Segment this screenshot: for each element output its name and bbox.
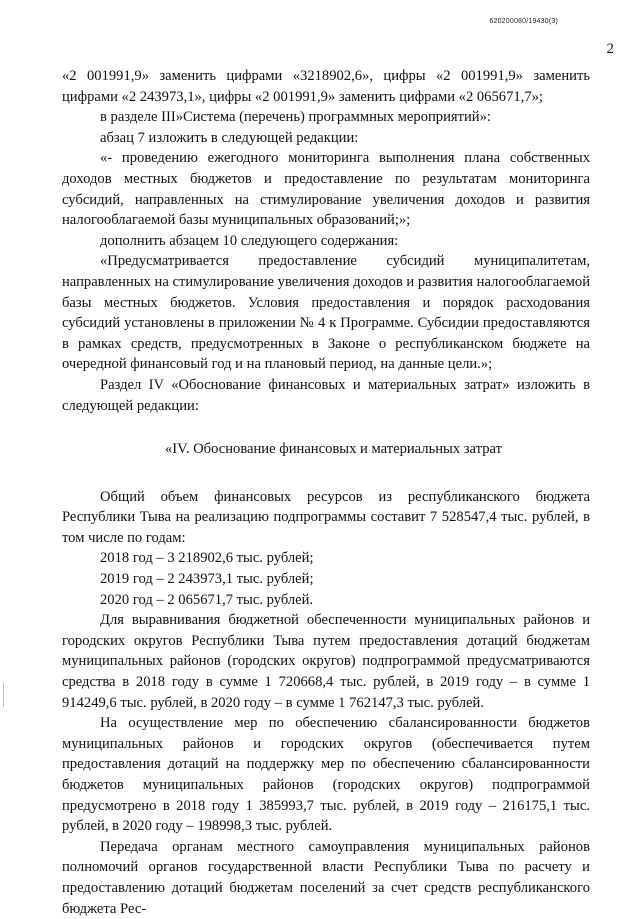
paragraph-section-4-ref: Раздел IV «Обоснование финансовых и материальных затрат» изложить в следующей редакции: — [62, 376, 590, 414]
document-id: 620200080/19430(3) — [489, 18, 558, 25]
paragraph-equalization: Для выравнивания бюджетной обеспеченности муниципальных районов и городских округов Республики Тыва путем предоставления дотаций бюджетам муниципальных районов (городских округов) подпрограммой предусматриваются средства в 2018 году в сумме 1 720668,4 тыс. рублей, в 2019 году – в сумме 1 914249,6 тыс. рублей, в 2020 году – в сумме 1 762147,3 тыс. рублей. — [62, 612, 590, 711]
paragraph-balancing: На осуществление мер по обеспечению сбалансированности бюджетов муниципальных районов и городских округов (обеспечивается путем предоставления дотаций на поддержку мер по обеспечению сбалансированности бюджетов муниципальных районов (городских округов) подпрограммой предусмотрено в 2018 году 1 385993,7 тыс. рублей, в 2019 году – 216175,1 тыс. рублей, в 2020 году – 198998,3 тыс. рублей. — [62, 715, 590, 835]
paragraph-section-3-ref: в разделе III»Система (перечень) программных мероприятий»: — [100, 109, 491, 126]
document-body — [62, 66, 590, 919]
paragraph-total-volume: Общий объем финансовых ресурсов из республиканского бюджета Республики Тыва на реализацию подпрограммы составит 7 528547,4 тыс. рублей, в том числе по годам: — [62, 488, 590, 546]
page-number: 2 — [606, 41, 614, 57]
year-line-2018: 2018 год – 3 218902,6 тыс. рублей; — [100, 550, 314, 567]
paragraph-replacement-digits: «2 001991,9» заменить цифрами «3218902,6», цифры «2 001991,9» заменить цифрами «2 243973,1», цифры «2 001991,9» заменить цифрами «2 065671,7»; — [62, 68, 590, 105]
paragraph-monitoring-quote: «- проведению ежегодного мониторинга выполнения плана собственных доходов местных бюджетов и предоставление по результатам мониторинга субсидий, направленных на стимулирование увеличения доходов и развития налогооблагаемой базы муниципальных образований;»; — [62, 150, 590, 229]
paragraph-abzac-7: абзац 7 изложить в следующей редакции: — [100, 129, 359, 146]
paragraph-add-abzac-10: дополнить абзацем 10 следующего содержания: — [100, 232, 399, 249]
year-line-2019: 2019 год – 2 243973,1 тыс. рублей; — [100, 571, 314, 588]
margin-mark — [3, 683, 4, 707]
paragraph-subsidies-quote: «Предусматривается предоставление субсидий муниципалитетам, направленных на стимулирование увеличения доходов и развития налогооблагаемой базы местных бюджетов. Условия предоставления и порядок расходования субсидий установлены в приложении № 4 к Программе. Субсидии предоставляются в рамках средств, предусмотренных в Законе о республиканском бюджете на очередной финансовый год и на плановый период, на данные цели.»; — [62, 253, 590, 373]
section-heading: «IV. Обоснование финансовых и материальных затрат — [165, 441, 502, 458]
year-line-2020: 2020 год – 2 065671,7 тыс. рублей. — [100, 591, 314, 608]
paragraph-delegation: Передача органам местного самоуправления муниципальных районов полномочий органов государственной власти Республики Тыва по расчету и предоставлению дотаций бюджетам поселений за счет средств республиканского бюджета Рес- — [62, 838, 590, 917]
